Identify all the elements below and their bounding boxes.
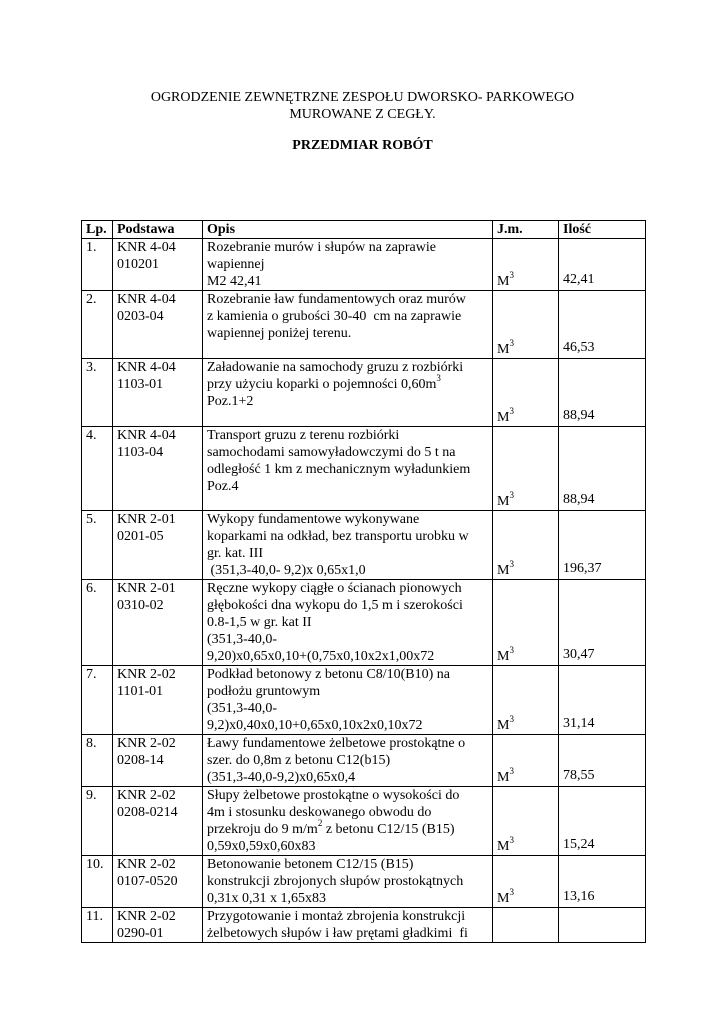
cell-jm: $M^3$ (493, 427, 559, 511)
opis-line: 9,20)x0,65x0,10+(0,75x0,10x2x1,00x72 (207, 649, 435, 664)
cell-lp: 10. (82, 856, 113, 908)
table-row (82, 291, 646, 359)
cell-ilosc: 42,41 (559, 239, 646, 291)
cell-podstawa (113, 359, 203, 427)
cell-podstawa (113, 735, 203, 787)
cell-jm: $M^3$ (493, 735, 559, 787)
unit-superscript: 3 (509, 559, 514, 570)
opis-line: wapiennej (207, 257, 265, 272)
cell-lp: 7. (82, 666, 113, 735)
opis-line: M2 42,41 (207, 274, 262, 289)
unit-superscript: 3 (509, 714, 514, 725)
table-row (82, 580, 646, 666)
opis-line: Wykopy fundamentowe wykonywane (207, 512, 420, 527)
opis-line: Ławy fundamentowe żelbetowe prostokątne o (207, 736, 466, 751)
opis-line: Poz.1+2 (207, 394, 254, 409)
podstawa-line: KNR 2-02 (117, 736, 176, 751)
unit-superscript: 3 (509, 338, 514, 349)
unit-superscript: 3 (509, 270, 514, 281)
opis-line: gr. kat. III (207, 546, 263, 561)
opis-line: 0.8-1,5 w gr. kat II (207, 615, 312, 630)
opis-line: szer. do 0,8m z betonu C12(b15) (207, 753, 391, 768)
table-row (82, 787, 646, 856)
unit-superscript: 3 (509, 835, 514, 846)
opis-line: 0,59x0,59x0,60x83 (207, 839, 316, 854)
cell-opis (203, 908, 493, 943)
podstawa-line: KNR 4-04 (117, 360, 176, 375)
opis-line: 9,2)x0,40x0,10+0,65x0,10x2x0,10x72 (207, 718, 423, 733)
cell-opis (203, 291, 493, 359)
opis-line: z kamienia o grubości 30-40 cm na zaprawie (207, 309, 462, 324)
podstawa-line: 0107-0520 (117, 874, 178, 889)
cell-opis (203, 239, 493, 291)
cell-podstawa (113, 580, 203, 666)
cell-ilosc: 78,55 (559, 735, 646, 787)
podstawa-line: KNR 4-04 (117, 292, 176, 307)
cell-podstawa (113, 856, 203, 908)
cell-podstawa (113, 787, 203, 856)
opis-line: odległość 1 km z mechanicznym wyładunkiem (207, 462, 471, 477)
superscript: 3 (436, 373, 441, 384)
podstawa-line: KNR 2-02 (117, 788, 176, 803)
unit-superscript: 3 (509, 406, 514, 417)
cell-jm: $M^3$ (493, 359, 559, 427)
podstawa-line: 0290-01 (117, 926, 164, 941)
opis-line: Przygotowanie i montaż zbrojenia konstrukcji (207, 909, 466, 924)
podstawa-line: KNR 2-01 (117, 581, 176, 596)
cell-podstawa (113, 511, 203, 580)
podstawa-line: 0208-14 (117, 753, 164, 768)
opis-line: Załadowanie na samochody gruzu z rozbiórki (207, 360, 464, 375)
opis-line: Transport gruzu z terenu rozbiórki (207, 428, 400, 443)
podstawa-line: 1103-04 (117, 445, 164, 460)
column-header-podstawa: Podstawa (113, 221, 203, 239)
table-row (82, 511, 646, 580)
cell-jm: $M^3$ (493, 511, 559, 580)
cost-estimate-table (81, 220, 646, 943)
document-title-line-2: MUROWANE Z CEGŁY. (289, 107, 436, 122)
cell-jm: $M^3$ (493, 580, 559, 666)
cell-lp: 9. (82, 787, 113, 856)
cell-jm: $M^3$ (493, 787, 559, 856)
unit-superscript: 3 (509, 887, 514, 898)
table-row (82, 359, 646, 427)
opis-line: samochodami samowyładowczymi do 5 t na (207, 445, 456, 460)
table-row (82, 908, 646, 943)
table-row (82, 735, 646, 787)
cell-ilosc: 88,94 (559, 427, 646, 511)
opis-line: (351,3-40,0-9,2)x0,65x0,4 (207, 770, 356, 785)
podstawa-line: KNR 4-04 (117, 428, 176, 443)
podstawa-line: 010201 (117, 257, 159, 272)
cell-lp: 5. (82, 511, 113, 580)
podstawa-line: KNR 2-02 (117, 909, 176, 924)
cell-lp: 8. (82, 735, 113, 787)
podstawa-line: 0208-0214 (117, 805, 178, 820)
opis-line: żelbetowych słupów i ław prętami gładkimi fi (207, 926, 468, 941)
cell-podstawa (113, 908, 203, 943)
opis-line: Ręczne wykopy ciągłe o ścianach pionowych (207, 581, 462, 596)
table-row (82, 666, 646, 735)
column-header-opis: Opis (203, 221, 493, 239)
opis-line: Rozebranie murów i słupów na zaprawie (207, 240, 436, 255)
podstawa-line: 1101-01 (117, 684, 164, 699)
podstawa-line: 0310-02 (117, 598, 164, 613)
column-header-ilosc: Ilość (559, 221, 646, 239)
cell-lp: 2. (82, 291, 113, 359)
opis-line: koparkami na odkład, bez transportu urobku w (207, 529, 469, 544)
document-subtitle: PRZEDMIAR ROBÓT (292, 138, 433, 153)
cell-ilosc: 30,47 (559, 580, 646, 666)
opis-line: (351,3-40,0- (207, 632, 277, 647)
opis-line: konstrukcji zbrojonych słupów prostokątnych (207, 874, 464, 889)
podstawa-line: 0203-04 (117, 309, 164, 324)
cell-opis (203, 359, 493, 427)
cell-opis (203, 666, 493, 735)
opis-line: 4m i stosunku deskowanego obwodu do (207, 805, 432, 820)
podstawa-line: 0201-05 (117, 529, 164, 544)
podstawa-line: KNR 4-04 (117, 240, 176, 255)
table-row (82, 856, 646, 908)
cell-lp: 6. (82, 580, 113, 666)
opis-line: (351,3-40,0- 9,2)x 0,65x1,0 (207, 563, 366, 578)
document-title-line-1: OGRODZENIE ZEWNĘTRZNE ZESPOŁU DWORSKO- PARKOWEGO (150, 90, 575, 105)
opis-line: Rozebranie ław fundamentowych oraz murów (207, 292, 466, 307)
opis-line: Podkład betonowy z betonu C8/10(B10) na (207, 667, 451, 682)
cell-jm: $M^3$ (493, 856, 559, 908)
unit-superscript: 3 (509, 490, 514, 501)
podstawa-line: 1103-01 (117, 377, 164, 392)
opis-line: Betonowanie betonem C12/15 (B15) (207, 857, 414, 872)
opis-line: przy użyciu koparki o pojemności $0,60m^3$ (207, 373, 441, 392)
cell-lp: 11. (82, 908, 113, 943)
podstawa-line: KNR 2-02 (117, 857, 176, 872)
cell-ilosc: 196,37 (559, 511, 646, 580)
cell-podstawa (113, 666, 203, 735)
cell-ilosc (559, 908, 646, 943)
cell-opis (203, 427, 493, 511)
opis-line: Słupy żelbetowe prostokątne o wysokości do (207, 788, 460, 803)
opis-line: 0,31x 0,31 x 1,65x83 (207, 891, 326, 906)
table-body (82, 239, 646, 943)
opis-line: przekroju do 9 $m/m^2$ z betonu C12/15 (B15) (207, 818, 455, 837)
cell-podstawa (113, 291, 203, 359)
cell-lp: 3. (82, 359, 113, 427)
cell-jm: $M^3$ (493, 239, 559, 291)
podstawa-line: KNR 2-01 (117, 512, 176, 527)
cell-ilosc: 15,24 (559, 787, 646, 856)
cell-jm: $M^3$ (493, 291, 559, 359)
cell-opis (203, 735, 493, 787)
opis-line: głębokości dna wykopu do 1,5 m i szerokości (207, 598, 463, 613)
cell-ilosc: 31,14 (559, 666, 646, 735)
cell-lp: 4. (82, 427, 113, 511)
cell-ilosc: 46,53 (559, 291, 646, 359)
cell-jm (493, 908, 559, 943)
opis-line: podłożu gruntowym (207, 684, 321, 699)
cell-ilosc: 13,16 (559, 856, 646, 908)
cell-opis (203, 511, 493, 580)
podstawa-line: KNR 2-02 (117, 667, 176, 682)
cell-opis (203, 787, 493, 856)
table-row (82, 239, 646, 291)
cell-podstawa (113, 239, 203, 291)
opis-line: (351,3-40,0- (207, 701, 277, 716)
cell-opis (203, 580, 493, 666)
superscript: 2 (317, 818, 323, 829)
opis-line: wapiennej poniżej terenu. (207, 326, 352, 341)
column-header-jm: J.m. (493, 221, 559, 239)
unit-superscript: 3 (509, 766, 514, 777)
cell-jm: $M^3$ (493, 666, 559, 735)
cell-lp: 1. (82, 239, 113, 291)
opis-line: Poz.4 (207, 479, 239, 494)
cell-opis (203, 856, 493, 908)
unit-superscript: 3 (509, 645, 514, 656)
table-row (82, 427, 646, 511)
cell-podstawa (113, 427, 203, 511)
column-header-lp: Lp. (82, 221, 113, 239)
cell-ilosc: 88,94 (559, 359, 646, 427)
table-header-row (82, 221, 646, 239)
